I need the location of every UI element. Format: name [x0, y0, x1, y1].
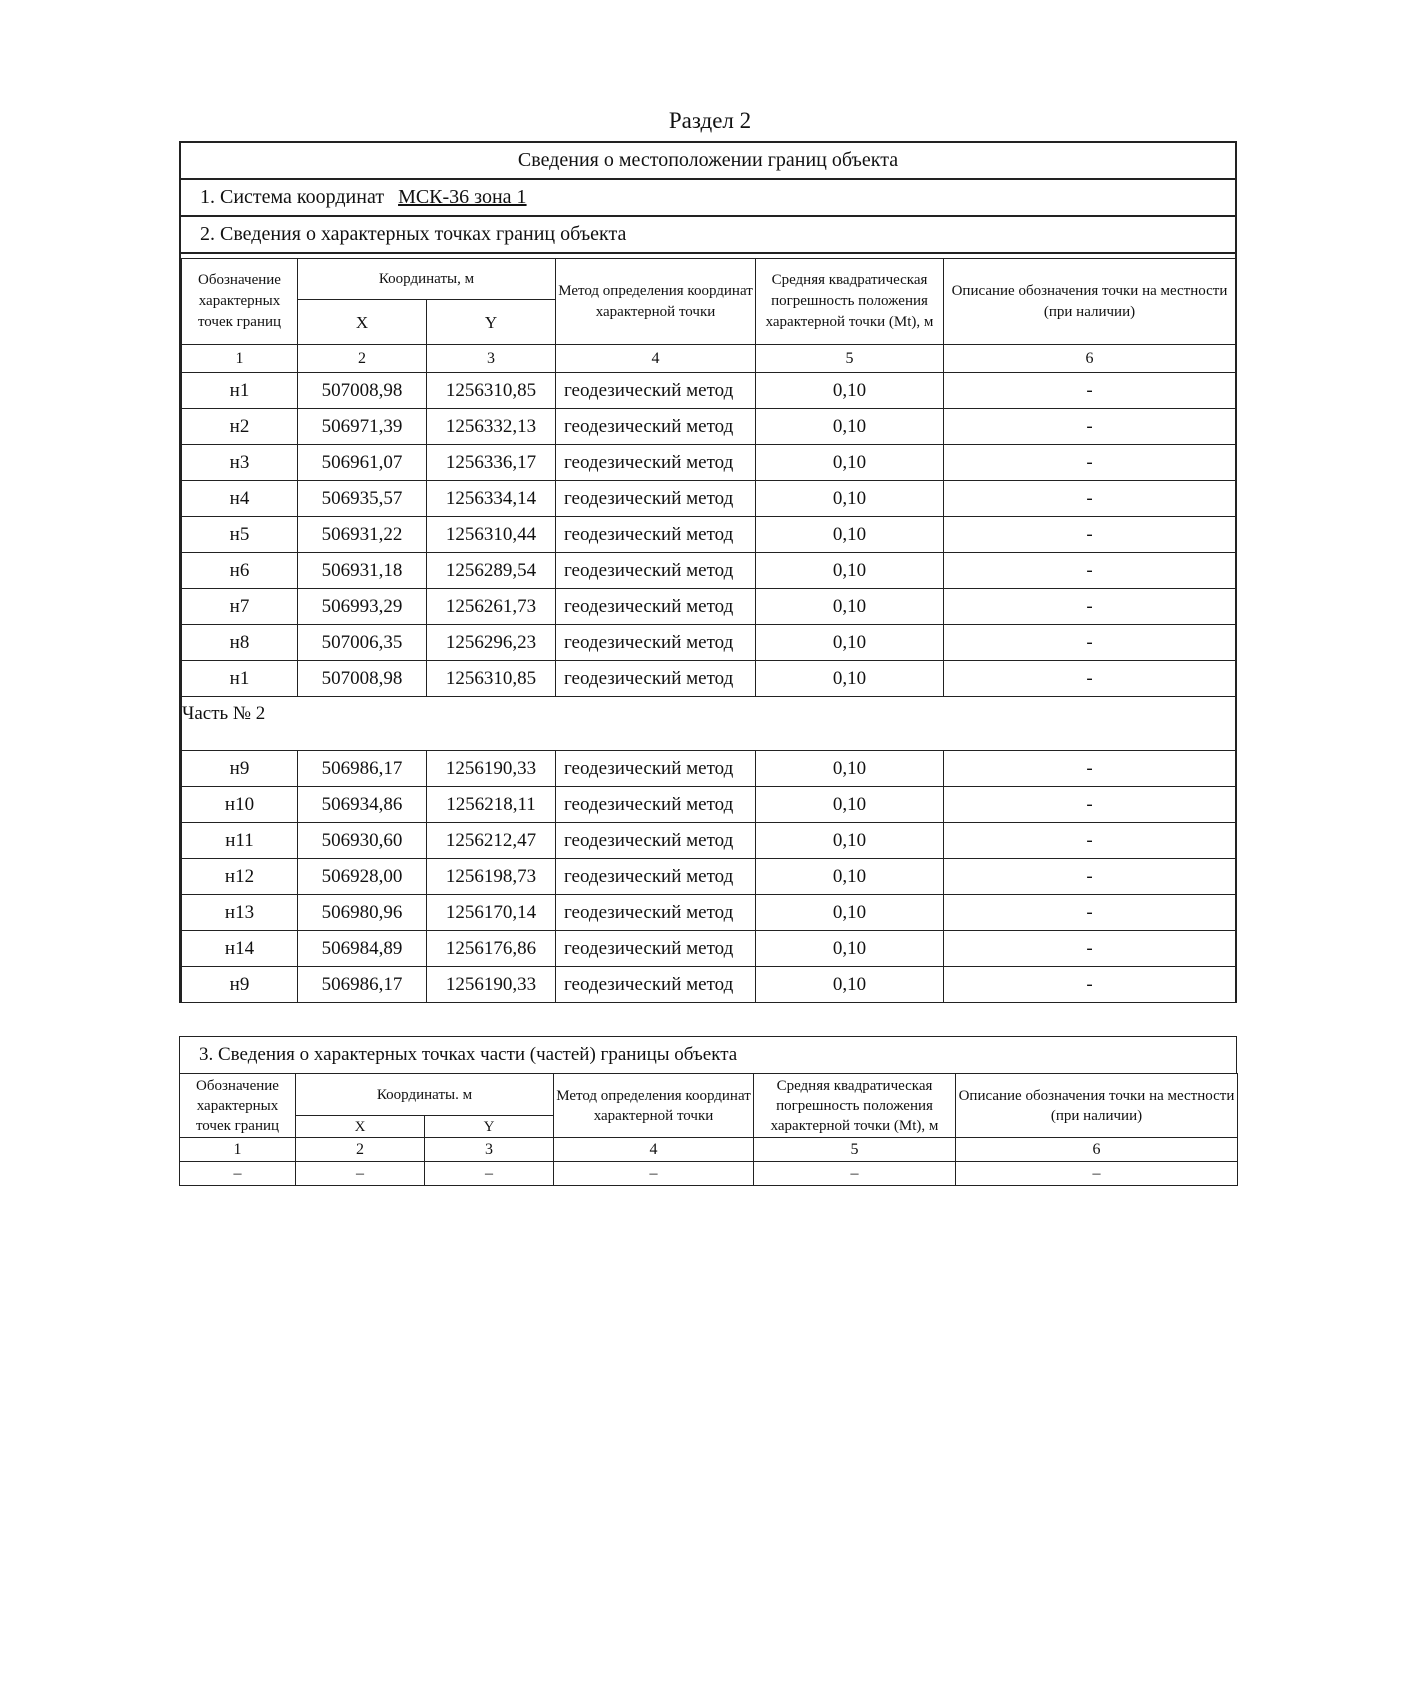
- mean-error: 0,10: [756, 445, 944, 481]
- s3-header-error: Средняя квадратическая погрешность положения характерной точки (Mt), м: [754, 1074, 956, 1138]
- point-id: н9: [182, 751, 298, 787]
- mean-error: 0,10: [756, 409, 944, 445]
- s3-header-y: Y: [425, 1116, 554, 1138]
- y-coordinate: 1256212,47: [427, 823, 556, 859]
- description: -: [944, 751, 1236, 787]
- method: геодезический метод: [556, 787, 756, 823]
- point-id: н9: [182, 967, 298, 1003]
- column-number: 2: [298, 345, 427, 373]
- description: -: [944, 625, 1236, 661]
- method: геодезический метод: [556, 589, 756, 625]
- x-coordinate: 506930,60: [298, 823, 427, 859]
- part-points-table: [179, 1073, 1238, 1186]
- header-y: Y: [427, 300, 556, 345]
- header-description: Описание обозначения точки на местности (при наличии): [944, 259, 1236, 345]
- mean-error: 0,10: [756, 373, 944, 409]
- header-method: Метод определения координат характерной точки: [556, 259, 756, 345]
- point-id: н1: [182, 373, 298, 409]
- y-coordinate: 1256176,86: [427, 931, 556, 967]
- table-row: [182, 481, 1236, 517]
- method: геодезический метод: [556, 967, 756, 1003]
- boundary-points-table-wrap: [179, 258, 1237, 1003]
- method: геодезический метод: [556, 445, 756, 481]
- method: геодезический метод: [556, 823, 756, 859]
- mean-error: 0,10: [756, 787, 944, 823]
- point-id: н2: [182, 409, 298, 445]
- mean-error: 0,10: [756, 859, 944, 895]
- point-id: н10: [182, 787, 298, 823]
- column-number: 1: [180, 1138, 296, 1162]
- empty-cell: –: [425, 1162, 554, 1186]
- x-coordinate: 506986,17: [298, 967, 427, 1003]
- column-number: 1: [182, 345, 298, 373]
- description: -: [944, 895, 1236, 931]
- point-id: н6: [182, 553, 298, 589]
- column-number: 4: [556, 345, 756, 373]
- empty-cell: –: [296, 1162, 425, 1186]
- description: -: [944, 589, 1236, 625]
- table-row: [182, 751, 1236, 787]
- coordinate-system-row: [181, 180, 1235, 217]
- boundary-points-table: [181, 258, 1236, 1003]
- method: геодезический метод: [556, 517, 756, 553]
- coordinate-system-label: 1. Система координат: [200, 186, 385, 208]
- x-coordinate: 507008,98: [298, 661, 427, 697]
- y-coordinate: 1256332,13: [427, 409, 556, 445]
- part-label: Часть № 2: [182, 697, 1236, 751]
- x-coordinate: 506961,07: [298, 445, 427, 481]
- point-id: н3: [182, 445, 298, 481]
- column-number: 3: [425, 1138, 554, 1162]
- description: -: [944, 553, 1236, 589]
- boundary-info-header: [179, 141, 1237, 259]
- y-coordinate: 1256261,73: [427, 589, 556, 625]
- s3-header-point: Обозначение характерных точек границ: [180, 1074, 296, 1138]
- mean-error: 0,10: [756, 895, 944, 931]
- empty-cell: –: [180, 1162, 296, 1186]
- table-row: [182, 895, 1236, 931]
- table-row: [182, 517, 1236, 553]
- x-coordinate: 506931,22: [298, 517, 427, 553]
- column-number: 2: [296, 1138, 425, 1162]
- mean-error: 0,10: [756, 931, 944, 967]
- description: -: [944, 823, 1236, 859]
- y-coordinate: 1256190,33: [427, 967, 556, 1003]
- part-label-row: [182, 697, 1236, 751]
- part-points-body: [180, 1138, 1238, 1186]
- y-coordinate: 1256190,33: [427, 751, 556, 787]
- x-coordinate: 506971,39: [298, 409, 427, 445]
- empty-cell: –: [956, 1162, 1238, 1186]
- y-coordinate: 1256310,85: [427, 661, 556, 697]
- point-id: н1: [182, 661, 298, 697]
- empty-cell: –: [754, 1162, 956, 1186]
- s3-header-x: X: [296, 1116, 425, 1138]
- mean-error: 0,10: [756, 661, 944, 697]
- header-error: Средняя квадратическая погрешность положения характерной точки (Mt), м: [756, 259, 944, 345]
- description: -: [944, 445, 1236, 481]
- mean-error: 0,10: [756, 751, 944, 787]
- point-id: н8: [182, 625, 298, 661]
- table-row: [182, 625, 1236, 661]
- mean-error: 0,10: [756, 967, 944, 1003]
- column-number: 3: [427, 345, 556, 373]
- description: -: [944, 931, 1236, 967]
- x-coordinate: 506986,17: [298, 751, 427, 787]
- column-number: 6: [956, 1138, 1238, 1162]
- x-coordinate: 506931,18: [298, 553, 427, 589]
- mean-error: 0,10: [756, 589, 944, 625]
- table-row: [182, 931, 1236, 967]
- header-x: X: [298, 300, 427, 345]
- y-coordinate: 1256296,23: [427, 625, 556, 661]
- point-id: н5: [182, 517, 298, 553]
- table-row: [182, 445, 1236, 481]
- x-coordinate: 506934,86: [298, 787, 427, 823]
- point-id: н13: [182, 895, 298, 931]
- method: геодезический метод: [556, 895, 756, 931]
- table-row: [182, 373, 1236, 409]
- description: -: [944, 517, 1236, 553]
- column-number-row: [182, 345, 1236, 373]
- description: -: [944, 661, 1236, 697]
- y-coordinate: 1256334,14: [427, 481, 556, 517]
- method: геодезический метод: [556, 859, 756, 895]
- s3-empty-row: [180, 1162, 1238, 1186]
- table-row: [182, 859, 1236, 895]
- table-row: [182, 967, 1236, 1003]
- method: геодезический метод: [556, 751, 756, 787]
- description: -: [944, 373, 1236, 409]
- empty-cell: –: [554, 1162, 754, 1186]
- y-coordinate: 1256170,14: [427, 895, 556, 931]
- mean-error: 0,10: [756, 481, 944, 517]
- point-id: н12: [182, 859, 298, 895]
- table-row: [182, 661, 1236, 697]
- header-point: Обозначение характерных точек границ: [182, 259, 298, 345]
- description: -: [944, 481, 1236, 517]
- boundary-info-title: Сведения о местоположении границ объекта: [181, 143, 1235, 180]
- mean-error: 0,10: [756, 553, 944, 589]
- s3-header-description: Описание обозначения точки на местности (при наличии): [956, 1074, 1238, 1138]
- y-coordinate: 1256218,11: [427, 787, 556, 823]
- y-coordinate: 1256310,44: [427, 517, 556, 553]
- x-coordinate: 506928,00: [298, 859, 427, 895]
- table-row: [182, 823, 1236, 859]
- s3-header-method: Метод определения координат характерной точки: [554, 1074, 754, 1138]
- point-id: н11: [182, 823, 298, 859]
- section-title: Раздел 2: [668, 108, 752, 133]
- section3-title: 3. Сведения о характерных точках части (частей) границы объекта: [179, 1036, 1237, 1073]
- s3-header-coords: Координаты. м: [296, 1074, 554, 1116]
- point-id: н14: [182, 931, 298, 967]
- method: геодезический метод: [556, 481, 756, 517]
- coordinate-system-value: МСК-36 зона 1: [398, 186, 527, 208]
- mean-error: 0,10: [756, 625, 944, 661]
- mean-error: 0,10: [756, 823, 944, 859]
- boundary-points-body: [182, 345, 1236, 1003]
- s3-column-number-row: [180, 1138, 1238, 1162]
- method: геодезический метод: [556, 931, 756, 967]
- method: геодезический метод: [556, 553, 756, 589]
- point-id: н4: [182, 481, 298, 517]
- part-points-table-wrap: [179, 1073, 1237, 1186]
- method: геодезический метод: [556, 661, 756, 697]
- method: геодезический метод: [556, 373, 756, 409]
- column-number: 6: [944, 345, 1236, 373]
- column-number: 5: [754, 1138, 956, 1162]
- column-number: 4: [554, 1138, 754, 1162]
- description: -: [944, 787, 1236, 823]
- x-coordinate: 506935,57: [298, 481, 427, 517]
- x-coordinate: 506980,96: [298, 895, 427, 931]
- y-coordinate: 1256198,73: [427, 859, 556, 895]
- x-coordinate: 507006,35: [298, 625, 427, 661]
- points-section-title: 2. Сведения о характерных точках границ объекта: [181, 217, 1235, 254]
- y-coordinate: 1256336,17: [427, 445, 556, 481]
- x-coordinate: 506993,29: [298, 589, 427, 625]
- y-coordinate: 1256289,54: [427, 553, 556, 589]
- y-coordinate: 1256310,85: [427, 373, 556, 409]
- point-id: н7: [182, 589, 298, 625]
- x-coordinate: 507008,98: [298, 373, 427, 409]
- header-coords: Координаты, м: [298, 259, 556, 300]
- mean-error: 0,10: [756, 517, 944, 553]
- table-row: [182, 409, 1236, 445]
- method: геодезический метод: [556, 625, 756, 661]
- description: -: [944, 859, 1236, 895]
- table-row: [182, 787, 1236, 823]
- description: -: [944, 409, 1236, 445]
- method: геодезический метод: [556, 409, 756, 445]
- description: -: [944, 967, 1236, 1003]
- table-row: [182, 589, 1236, 625]
- x-coordinate: 506984,89: [298, 931, 427, 967]
- column-number: 5: [756, 345, 944, 373]
- table-row: [182, 553, 1236, 589]
